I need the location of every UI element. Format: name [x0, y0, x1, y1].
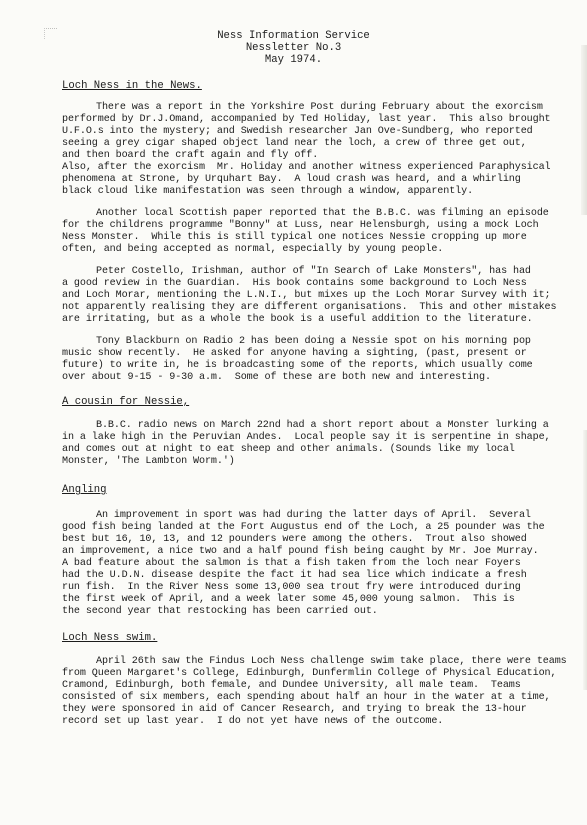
text-line: consisted of six members, each spending about half an hour in the water at a time,	[62, 692, 551, 703]
text-line: and Loch Morar, mentioning the L.N.I., but mixes up the Loch Morar Survey with it;	[62, 290, 551, 301]
text-line: music show recently. He asked for anyone having a sighting, (past, present or	[62, 348, 527, 359]
masthead-issue: Nessletter No.3	[245, 42, 342, 54]
text-line: run fish. In the River Ness some 13,000 sea trout fry were introduced during	[62, 582, 521, 593]
text-line: seeing a grey cigar shaped object land near the loch, a crew of three get out,	[62, 138, 527, 149]
text-line: April 26th saw the Findus Loch Ness challenge swim take place, there were teams	[96, 656, 567, 667]
text-line: the first week of April, and a week later some 45,000 young salmon. This is	[62, 594, 515, 605]
text-line: a good review in the Guardian. His book contains some background to Loch Ness	[62, 278, 527, 289]
text-line: Tony Blackburn on Radio 2 has been doing a Nessie spot on his morning pop	[96, 336, 531, 347]
section-heading: Angling	[62, 484, 107, 496]
text-line: black cloud like manifestation was seen through a window, apparently.	[62, 186, 474, 197]
text-line: the second year that restocking has been carried out.	[62, 606, 378, 617]
section-heading: Loch Ness swim.	[62, 632, 158, 644]
text-line: and comes out at night to eat sheep and other animals. (Sounds like my local	[62, 444, 515, 455]
text-line: record set up last year. I do not yet have news of the outcome.	[62, 716, 444, 727]
text-line: and then board the craft again and fly off.	[62, 150, 319, 161]
text-line: future) to write in, he is broadcasting some of the reports, which usually come	[62, 360, 533, 371]
text-line: phenomena at Strone, by Urquhart Bay. A loud crash was heard, and a whirling	[62, 174, 521, 185]
text-line: Also, after the exorcism Mr. Holiday and another witness experienced Paraphysical	[62, 162, 551, 173]
text-line: Another local Scottish paper reported that the B.B.C. was filming an episode	[96, 208, 549, 219]
text-line: an improvement, a nice two and a half pound fish being caught by Mr. Joe Murray.	[62, 546, 539, 557]
text-line: for the childrens programme "Bonny" at Luss, near Helensburgh, using a mock Loch	[62, 220, 539, 231]
text-line: not apparently realising they are different organisations. This and other mistakes	[62, 302, 557, 313]
text-line: best but 16, 10, 13, and 12 pounders were among the others. Trout also showed	[62, 534, 527, 545]
text-line: over about 9-15 - 9-30 a.m. Some of these are both new and interesting.	[62, 372, 491, 383]
text-line: in a lake high in the Peruvian Andes. Local people say it is serpentine in shape,	[62, 432, 551, 443]
page-edge-shadow	[583, 430, 587, 690]
text-line: performed by Dr.J.Omand, accompanied by Ted Holiday, last year. This also brought	[62, 114, 551, 125]
section-heading: A cousin for Nessie,	[62, 396, 190, 408]
page-edge-shadow	[581, 45, 587, 215]
masthead-title: Ness Information Service	[217, 30, 370, 42]
text-line: from Queen Margaret's College, Edinburgh, Dunfermlin College of Physical Education,	[62, 668, 557, 679]
section-heading: Loch Ness in the News.	[62, 80, 202, 92]
text-line: Ness Monster. While this is still typical one notices Nessie cropping up more	[62, 232, 527, 243]
text-line: An improvement in sport was had during the latter days of April. Several	[96, 510, 531, 521]
text-line: had the U.D.N. disease despite the fact it had sea lice which indicate a fresh	[62, 570, 527, 581]
text-line: U.F.O.s into the mystery; and Swedish researcher Jan Ove-Sundberg, who reported	[62, 126, 533, 137]
text-line: they were sponsored in aid of Cancer Research, and trying to break the 13-hour	[62, 704, 527, 715]
text-line: good fish being landed at the Fort Augustus end of the Loch, a 25 pounder was the	[62, 522, 545, 533]
masthead-date: May 1974.	[264, 54, 323, 66]
text-line: Peter Costello, Irishman, author of "In Search of Lake Monsters", has had	[96, 266, 531, 277]
text-line: A bad feature about the salmon is that a fish taken from the loch near Foyers	[62, 558, 521, 569]
text-line: are irritating, but as a whole the book is a useful addition to the literature.	[62, 314, 533, 325]
text-line: There was a report in the Yorkshire Post during February about the exorcism	[96, 102, 543, 113]
text-line: Cramond, Edinburgh, both female, and Dundee University, all male team. Teams	[62, 680, 521, 691]
text-line: Monster, 'The Lambton Worm.')	[62, 456, 235, 467]
text-line: B.B.C. radio news on March 22nd had a short report about a Monster lurking a	[96, 420, 549, 431]
text-line: often, and being accepted as normal, especially by young people.	[62, 244, 444, 255]
